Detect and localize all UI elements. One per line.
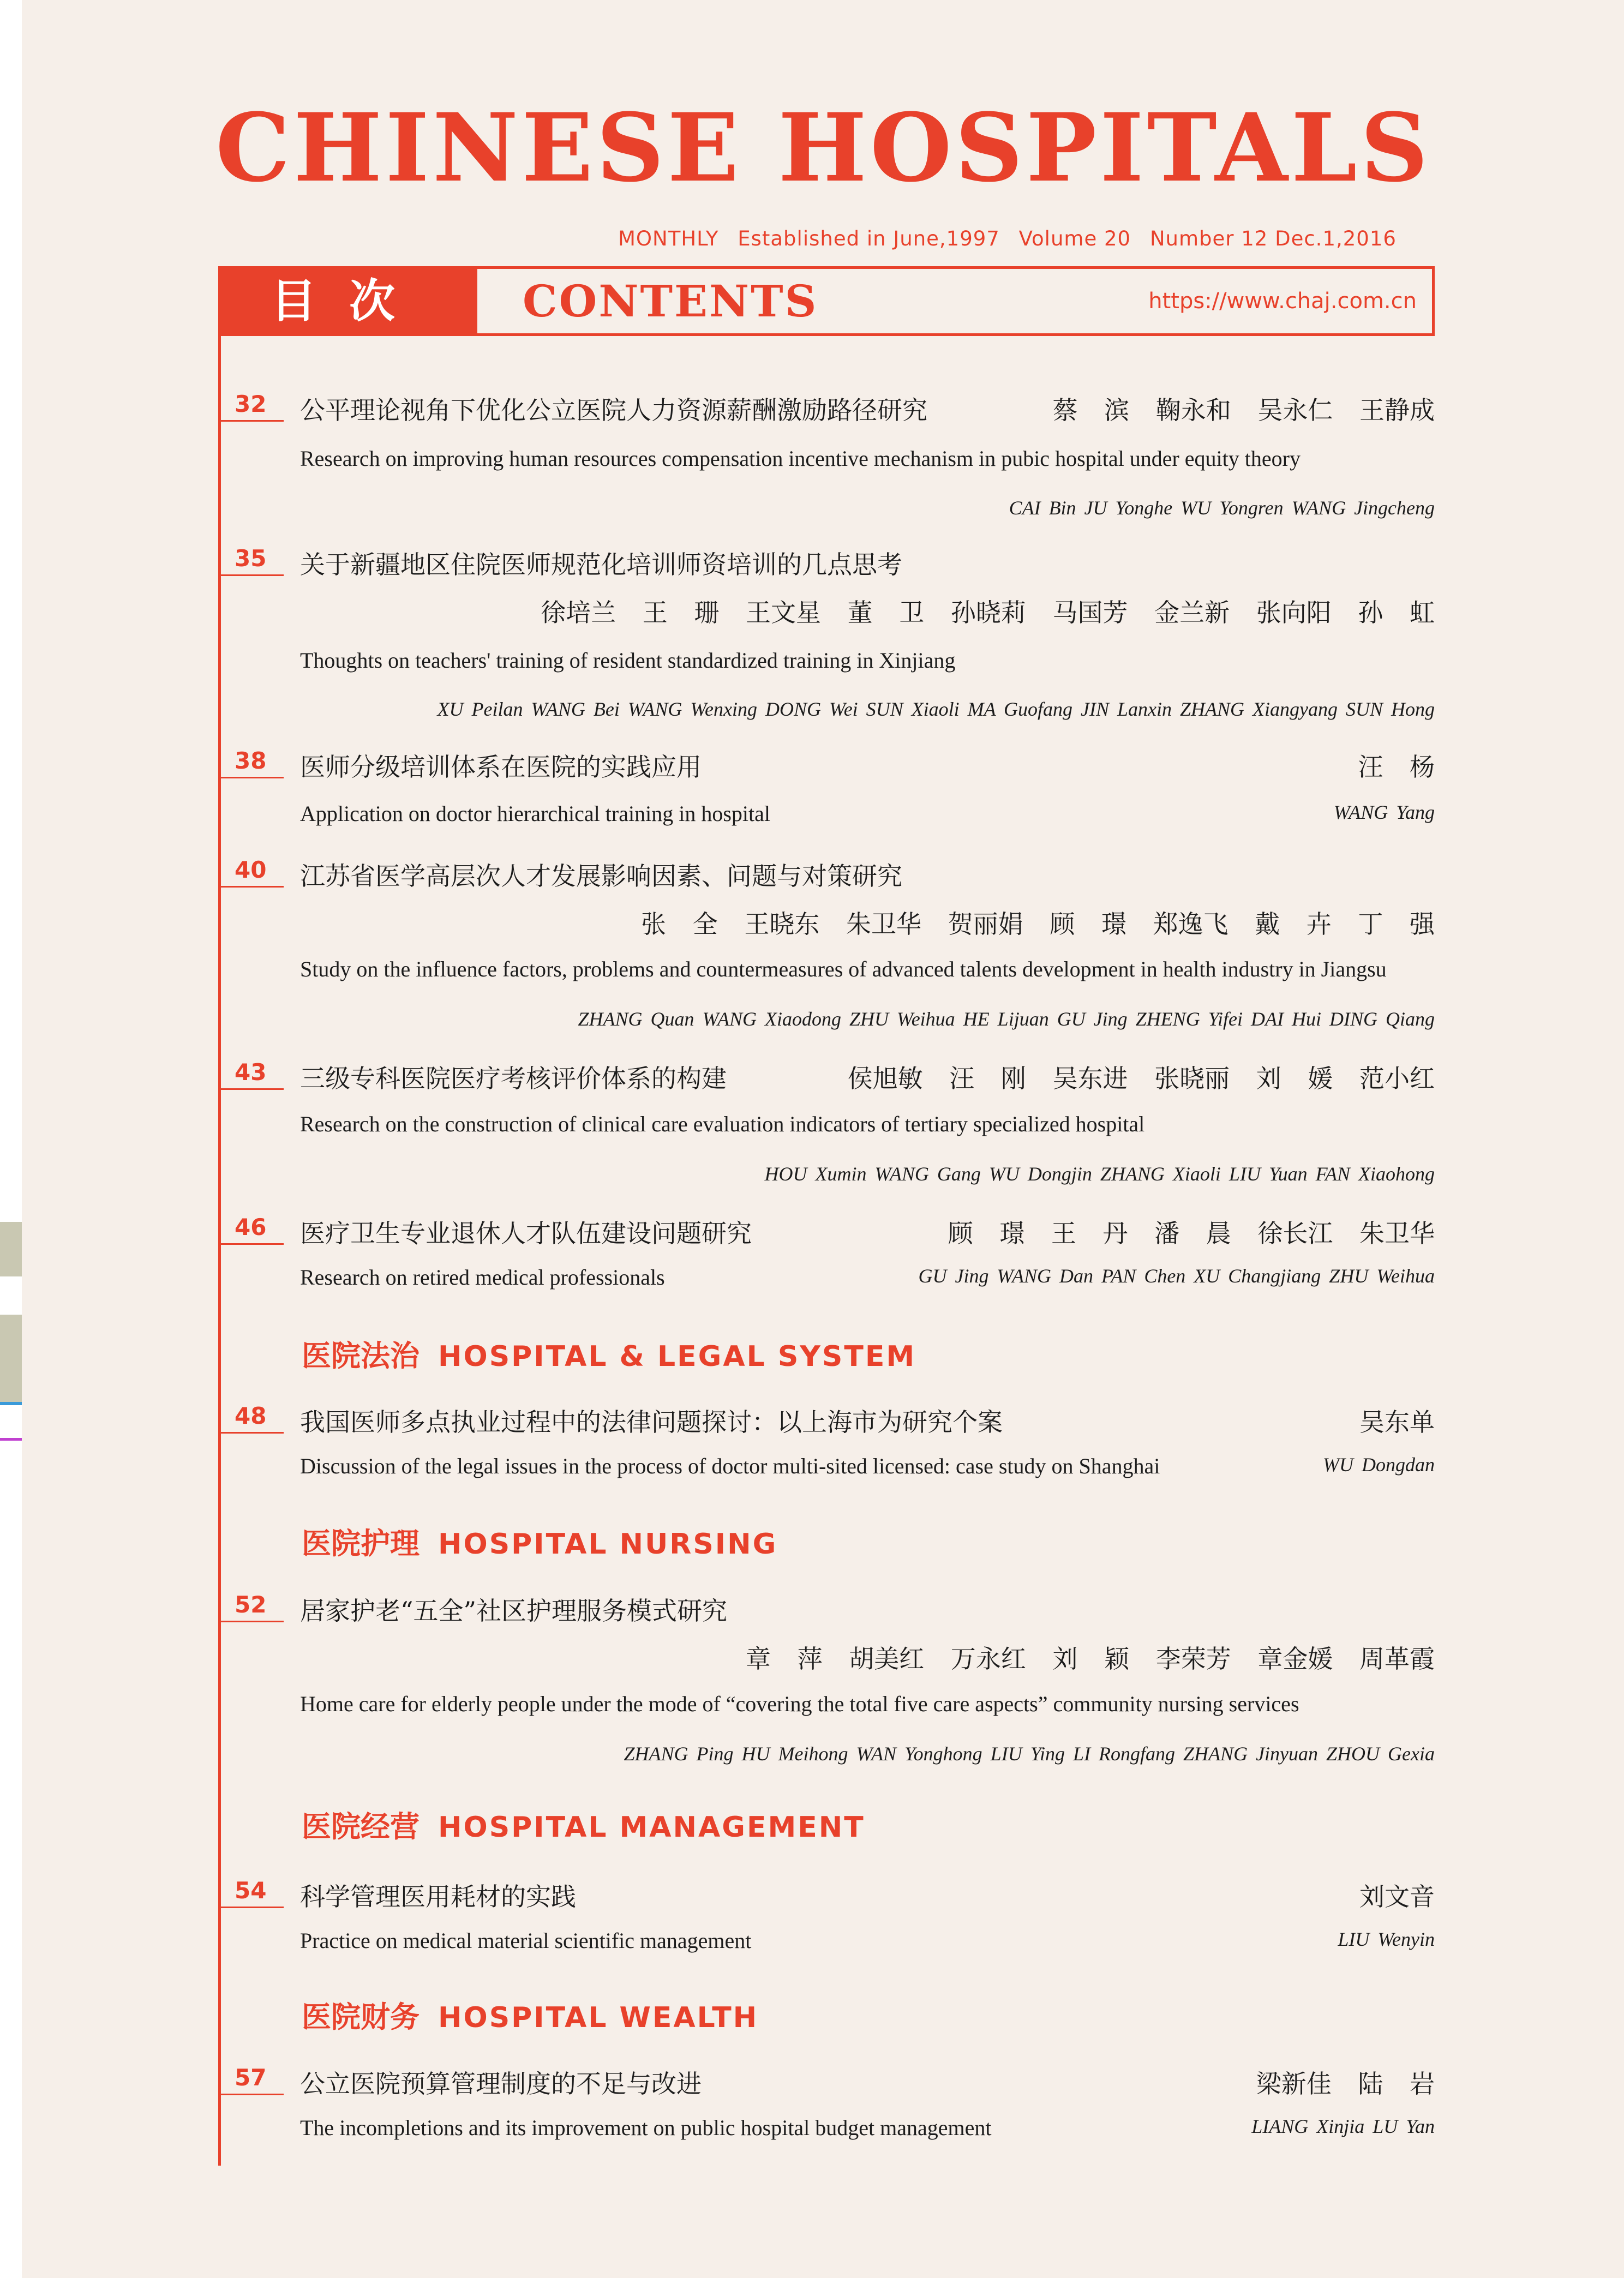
page-edge-strip [0,0,22,2278]
title-en: Research on improving human resources compensation incentive mechanism in pubic hospital under equity theory [300,446,1301,471]
edge-tab [0,1315,22,1402]
page-number: 57 [235,2064,267,2091]
page-number: 54 [235,1877,267,1904]
authors-en: GU Jing WANG Dan PAN Chen XU Changjiang ZHU Weihua [918,1265,1435,1287]
title-cn: 江苏省医学高层次人才发展影响因素、问题与对策研究 [300,861,902,891]
title-en: Application on doctor hierarchical training in hospital [300,801,770,826]
contents-label: CONTENTS [523,275,818,327]
authors-cn: 侯旭敏 汪 刚 吴东进 张晓丽 刘 媛 范小红 [847,1064,1435,1093]
edge-tab-line [0,1438,22,1441]
section-heading-management [302,1803,865,1845]
page-rule [218,886,284,888]
page-rule [218,420,284,422]
title-cn: 公立医院预算管理制度的不足与改进 [300,2069,702,2099]
meta-volume: Volume 20 [1018,227,1131,250]
title-cn: 三级专科医院医疗考核评价体系的构建 [300,1064,727,1093]
page-rule [218,777,284,778]
title-cn: 医疗卫生专业退休人才队伍建设问题研究 [300,1219,752,1248]
page-rule [218,1621,284,1622]
page-rule [218,574,284,576]
section-title-cn: 医院经营 [302,1809,420,1844]
title-en: Discussion of the legal issues in the process of doctor multi-sited licensed: case study on Shanghai [300,1454,1160,1478]
journal-meta [618,227,1436,250]
title-cn: 医师分级培训体系在医院的实践应用 [300,752,702,782]
title-cn: 公平理论视角下优化公立医院人力资源薪酬激励路径研究 [300,395,927,425]
page-number: 38 [235,747,267,774]
authors-cn: 梁新佳 陆 岩 [1256,2069,1435,2099]
meta-issue: Number 12 Dec.1,2016 [1149,227,1397,250]
authors-en: ZHANG Ping HU Meihong WAN Yonghong LIU Ying LI Rongfang ZHANG Jinyuan ZHOU Gexia [624,1743,1435,1765]
authors-en: ZHANG Quan WANG Xiaodong ZHU Weihua HE Lijuan GU Jing ZHENG Yifei DAI Hui DING Qiang [578,1008,1435,1030]
page-number: 52 [235,1591,267,1618]
authors-en: WU Dongdan [1323,1454,1435,1476]
website-link[interactable]: https://www.chaj.com.cn [1148,289,1417,314]
authors-cn: 蔡 滨 鞠永和 吴永仁 王静成 [1052,395,1435,425]
page-number: 35 [235,545,267,572]
page-number: 43 [235,1059,267,1086]
page-rule [218,1432,284,1434]
section-title-en: HOSPITAL NURSING [438,1528,778,1561]
section-title-en: HOSPITAL & LEGAL SYSTEM [438,1340,916,1373]
authors-cn: 汪 杨 [1358,752,1435,782]
authors-en: LIANG Xinjia LU Yan [1251,2115,1435,2137]
authors-cn: 张 全 王晓东 朱卫华 贺丽娟 顾 璟 郑逸飞 戴 卉 丁 强 [641,909,1435,939]
page-number: 46 [235,1214,267,1240]
authors-en: HOU Xumin WANG Gang WU Dongjin ZHANG Xiaoli LIU Yuan FAN Xiaohong [764,1163,1435,1185]
title-cn: 关于新疆地区住院医师规范化培训师资培训的几点思考 [300,550,902,579]
section-heading-legal [302,1333,916,1375]
meta-established: Established in June,1997 [738,227,1000,250]
page-rule [218,2094,284,2095]
title-en: Thoughts on teachers' training of resident standardized training in Xinjiang [300,648,956,673]
authors-cn: 徐培兰 王 珊 王文星 董 卫 孙晓莉 马国芳 金兰新 张向阳 孙 虹 [541,598,1435,627]
meta-frequency: MONTHLY [618,227,719,250]
page-rule [218,1907,284,1908]
authors-en: XU Peilan WANG Bei WANG Wenxing DONG Wei SUN Xiaoli MA Guofang JIN Lanxin ZHANG Xiangyang SUN Hong [437,698,1435,720]
authors-cn: 顾 璟 王 丹 潘 晨 徐长江 朱卫华 [948,1219,1435,1248]
contents-header [218,266,1435,336]
authors-en: WANG Yang [1333,801,1435,823]
authors-cn: 吴东单 [1359,1407,1435,1437]
edge-tab [0,1222,22,1276]
journal-title: CHINESE HOSPITALS [215,92,1431,203]
section-title-cn: 医院护理 [302,1526,420,1561]
authors-en: CAI Bin JU Yonghe WU Yongren WANG Jingcheng [1009,497,1435,519]
authors-cn: 刘文音 [1359,1882,1435,1911]
edge-tab-line [0,1402,22,1405]
page-rule [218,1088,284,1090]
title-en: Practice on medical material scientific management [300,1928,752,1953]
mu-ci-label: 目次 [221,269,477,333]
title-en: Research on retired medical professionals [300,1265,665,1290]
page-number: 48 [235,1402,267,1429]
title-cn: 科学管理医用耗材的实践 [300,1882,576,1911]
authors-cn: 章 萍 胡美红 万永红 刘 颖 李荣芳 章金媛 周革霞 [746,1644,1435,1674]
section-title-cn: 医院财务 [302,2000,420,2034]
title-en: Home care for elderly people under the mode of “covering the total five care aspects” community nursing services [300,1692,1299,1716]
page-rule [218,1243,284,1245]
title-en: The incompletions and its improvement on public hospital budget management [300,2115,992,2140]
section-title-en: HOSPITAL WEALTH [438,2001,759,2034]
page-number: 40 [235,856,267,883]
section-title-cn: 医院法治 [302,1339,420,1373]
section-heading-wealth [302,1994,758,2036]
title-cn: 居家护老“五全”社区护理服务模式研究 [300,1596,728,1626]
contents-vertical-rule [218,336,221,2166]
page-number: 32 [235,391,267,417]
title-en: Study on the influence factors, problems and countermeasures of advanced talents development in health industry in Jiangsu [300,957,1387,981]
section-heading-nursing [302,1520,777,1562]
authors-en: LIU Wenyin [1338,1928,1435,1950]
title-en: Research on the construction of clinical care evaluation indicators of tertiary specialized hospital [300,1112,1145,1136]
section-title-en: HOSPITAL MANAGEMENT [438,1811,865,1844]
title-cn: 我国医师多点执业过程中的法律问题探讨：以上海市为研究个案 [300,1407,1003,1437]
